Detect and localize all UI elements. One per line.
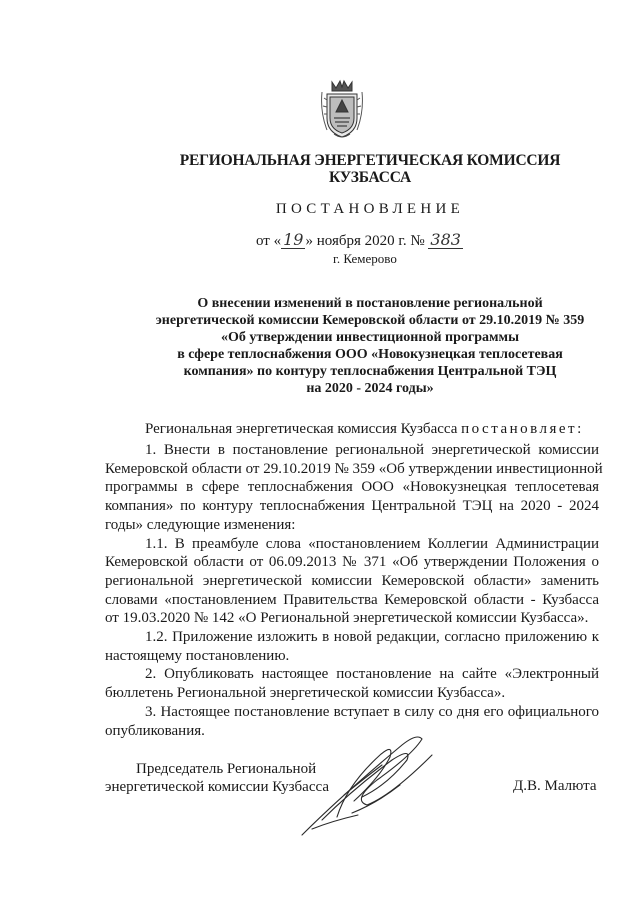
coat-of-arms-icon: [318, 78, 366, 140]
intro-spaced-word: постановляет:: [461, 421, 584, 437]
body-line: словами «постановлением Правительства Кемеровской области - Кузбасса: [105, 592, 599, 608]
body-line: 2. Опубликовать настоящее постановление на сайте «Электронный: [145, 666, 599, 682]
body-line: Кемеровской области от 29.10.2019 № 359 «Об утверждении инвестиционной: [105, 461, 603, 477]
document-type: ПОСТАНОВЛЕНИЕ: [275, 201, 465, 217]
body-line: компания» по контуру теплоснабжения Центральной ТЭЦ на 2020 - 2024: [105, 498, 599, 514]
body-line: бюллетень Региональной энергетической комиссии Кузбасса».: [105, 685, 506, 701]
document-date-line: [256, 232, 463, 250]
title-line: на 2020 - 2024 годы»: [306, 381, 434, 396]
date-prefix: от «: [256, 233, 282, 249]
city: г. Кемерово: [333, 251, 397, 266]
date-day: 19: [283, 230, 304, 249]
title-line: компания» по контуру теплоснабжения Центральной ТЭЦ: [183, 364, 557, 379]
body-line: от 19.03.2020 № 142 «О Региональной энергетической комиссии Кузбасса».: [105, 610, 589, 626]
handwritten-signature: [282, 725, 442, 840]
document-number: 383: [430, 230, 461, 249]
body-line: годы» следующие изменения:: [105, 517, 296, 533]
intro-paragraph: [105, 420, 599, 438]
title-line: в сфере теплоснабжения ООО «Новокузнецкая теплосетевая: [177, 347, 563, 362]
body-line: 1.2. Приложение изложить в новой редакции, согласно приложению к: [145, 629, 599, 645]
body-line: 3. Настоящее постановление вступает в силу со дня его официального: [145, 704, 599, 720]
body-line: программы в сфере теплоснабжения ООО «Новокузнецкая теплосетевая: [105, 479, 599, 495]
organization-name-line2: КУЗБАССА: [329, 169, 411, 186]
body-line: опубликования.: [105, 723, 205, 739]
signer-position-line2: энергетической комиссии Кузбасса: [105, 779, 329, 795]
body-line: Кемеровской области от 06.09.2013 № 371 «Об утверждении Положения о: [105, 554, 599, 570]
title-line: энергетической комиссии Кемеровской области от 29.10.2019 № 359: [155, 313, 585, 328]
date-middle: » ноября 2020 г. №: [305, 233, 425, 249]
intro-text: Региональная энергетическая комиссия Кузбасса: [145, 421, 462, 437]
body-line: региональной энергетической комиссии Кемеровской области» заменить: [105, 573, 599, 589]
signer-name: Д.В. Малюта: [513, 778, 597, 794]
title-line: «Об утверждении инвестиционной программы: [220, 330, 520, 345]
body-line: 1. Внести в постановление региональной энергетической комиссии: [145, 442, 599, 458]
body-line: 1.1. В преамбуле слова «постановлением Коллегии Администрации: [145, 536, 599, 552]
body-line: настоящему постановлению.: [105, 648, 290, 664]
organization-name-line1: РЕГИОНАЛЬНАЯ ЭНЕРГЕТИЧЕСКАЯ КОМИССИЯ: [179, 152, 561, 169]
signer-position-line1: Председатель Региональной: [136, 761, 317, 777]
title-line: О внесении изменений в постановление региональной: [197, 296, 543, 311]
